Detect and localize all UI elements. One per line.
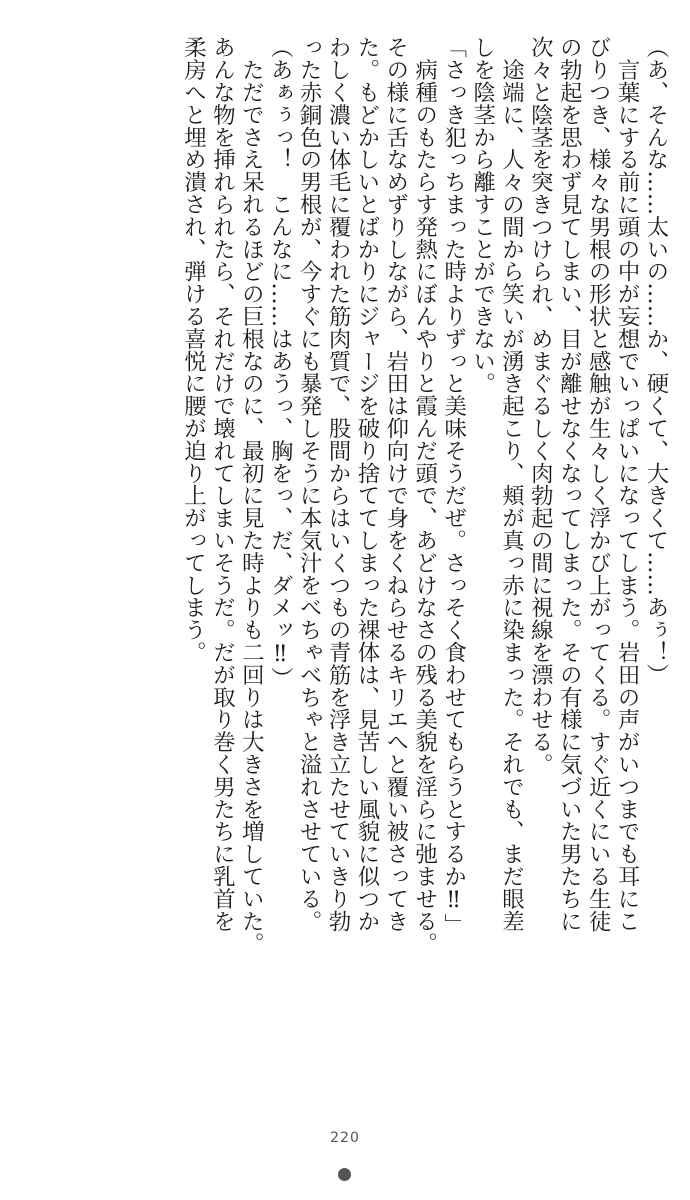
- text-line: った赤銅色の男根が、今すぐにも暴発しそうに本気汁をべちゃべちゃと溢れさせている。: [296, 36, 323, 932]
- text-line: 次々と陰茎を突きつけられ、めまぐるしく肉勃起の間に視線を漂わせる。: [527, 36, 554, 776]
- text-line: 言葉にする前に頭の中が妄想でいっぱいになってしまう。岩田の声がいつまでも耳にこ: [614, 36, 641, 932]
- text-line: （あ、そんな……太いの……か、硬くて、大きくて……あぅ！）: [643, 36, 669, 686]
- text-line: その様に舌なめずりしながら、岩田は仰向けで身をくねらせるキリエへと覆い被さってき: [382, 36, 409, 932]
- text-line: の勃起を思わず見てしまい、目が離せなくなってしまった。その有様に気づいた男たちに: [556, 36, 583, 932]
- text-line: 「さっき犯っちまった時よりずっと美味そうだぜ。さっそく食わせてもらうとするか‼」: [440, 36, 467, 936]
- text-line: 柔房へと埋め潰され、弾ける喜悦に腰が迫り上がってしまう。: [180, 36, 207, 664]
- text-line: びりつき、様々な男根の形状と感触が生々しく浮かび上がってくる。すぐ近くにいる生徒: [585, 36, 612, 932]
- text-line: 病種のもたらす発熱にぼんやりと霞んだ頭で、あどけなさの残る美貌を淫らに弛ませる。: [411, 36, 438, 955]
- page-number: 220: [330, 1130, 360, 1146]
- text-line: （あぁぅっ！ こんなに……はあうっ、胸をっ、だ、ダメッ‼）: [267, 36, 294, 690]
- text-line: ただでさえ呆れるほどの巨根なのに、最初に見た時よりも二回りは大きさを増していた。: [238, 36, 265, 955]
- page-marker-dot: [338, 1168, 351, 1181]
- text-line: 途端に、人々の間から笑いが湧き起こり、頬が真っ赤に染まった。それでも、まだ眼差: [498, 36, 525, 932]
- vertical-text-body: [20, 36, 670, 1156]
- text-line: わしく濃い体毛に覆われた筋肉質で、股間からはいくつもの青筋を浮き立たせていきり勃: [325, 36, 352, 932]
- text-line: しを陰茎から離すことができない。: [469, 36, 496, 395]
- text-line: あんな物を挿れられたら、それだけで壊れてしまいそうだ。だが取り巻く男たちに乳首を: [209, 36, 236, 932]
- text-line: た。もどかしいとばかりにジャージを破り捨ててしまった裸体は、見苦しい風貌に似つか: [353, 36, 380, 932]
